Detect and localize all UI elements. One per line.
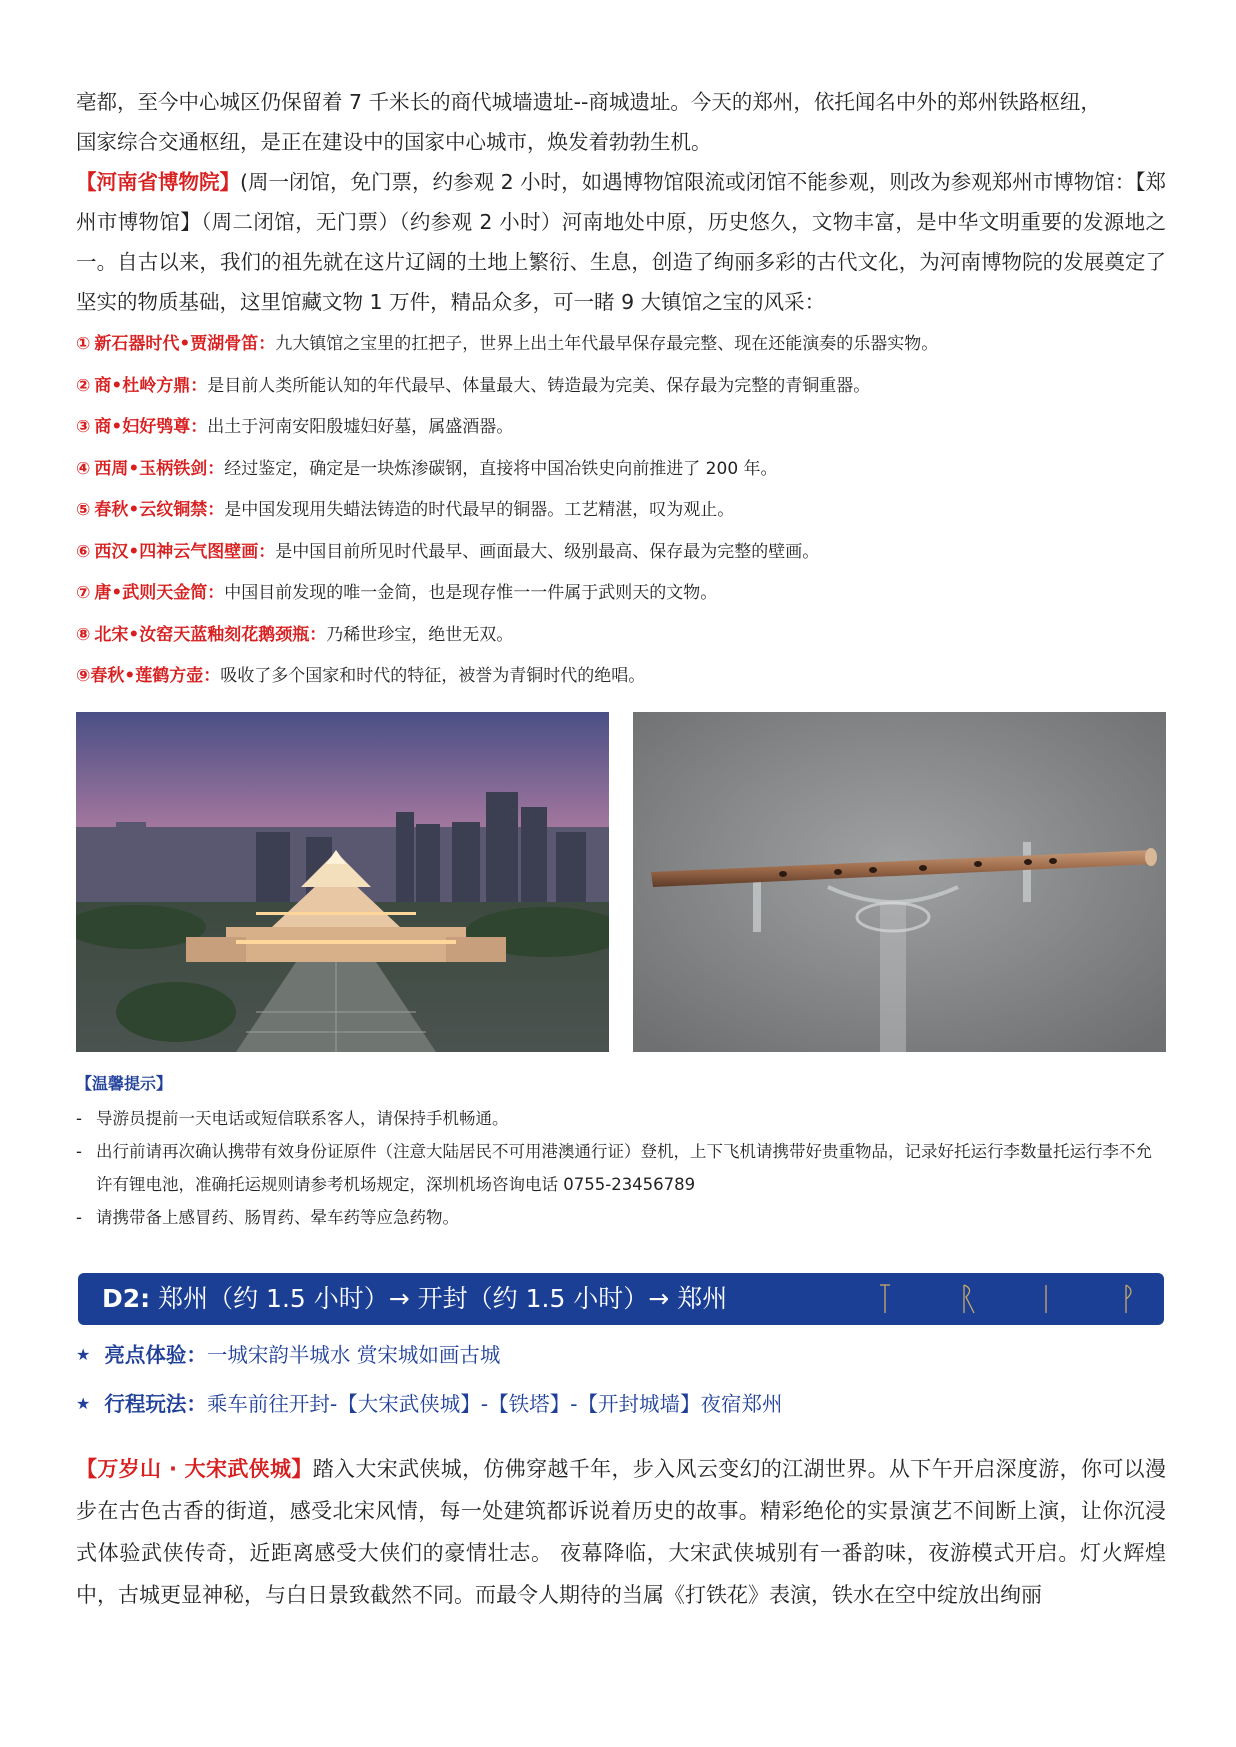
- list-item: ① 新石器时代•贾湖骨笛：九大镇馆之宝里的扛把子，世界上出土年代最早保存最完整、现在还能演奏的乐器实物。: [76, 334, 939, 354]
- wusong-text: 踏入大宋武侠城，仿佛穿越千年，步入风云变幻的江湖世界。从下午开启深度游，你可以漫步在古色古香的街道，感受北宋风情，每一处建筑都诉说着历史的故事。精彩绝伦的实景演艺不间断上演，让你沉浸式体验武侠传奇，近距离感受大侠们的豪情壮志。 夜幕降临，大宋武侠城别有一番韵味，夜游模式开启。灯火辉煌中，古城更显神秘，与白日景致截然不同。而最令人期待的当属《打铁花》表演，铁水在空中绽放出绚丽: [76, 1457, 1166, 1607]
- museum-paragraph: [76, 162, 1166, 322]
- intro-line-1: 亳都，至今中心城区仍保留着 7 千米长的商代城墙遗址--商城遗址。今天的郑州，依托闻名中外的郑州铁路枢纽，: [76, 90, 1101, 114]
- plan-text: 乘车前往开封-【大宋武侠城】-【铁塔】-【开封城墙】夜宿郑州: [206, 1392, 783, 1416]
- bone-flute-photo: [633, 712, 1166, 1052]
- highlight-text: 一城宋韵半城水 赏宋城如画古城: [206, 1343, 501, 1367]
- list-item: - 导游员提前一天电话或短信联系客人，请保持手机畅通。: [76, 1109, 509, 1128]
- star-icon: ★: [76, 1345, 91, 1364]
- list-item: ⑨春秋•莲鹤方壶：吸收了多个国家和时代的特征，被誉为青铜时代的绝唱。: [76, 666, 646, 686]
- highlight-label: 亮点体验：: [104, 1343, 207, 1367]
- intro-section: [76, 82, 1166, 698]
- list-item: ⑤ 春秋•云纹铜禁：是中国发现用失蜡法铸造的时代最早的铜器。工艺精湛，叹为观止。: [76, 500, 735, 520]
- plan-row: [76, 1384, 783, 1424]
- wusong-title: 【万岁山 · 大宋武侠城】: [76, 1457, 313, 1481]
- tips-title: 【温馨提示】: [76, 1074, 173, 1093]
- tips-section: [76, 1066, 1166, 1234]
- list-item: ⑦ 唐•武则天金简：中国目前发现的唯一金简，也是现存惟一一件属于武则天的文物。: [76, 583, 718, 603]
- list-item: - 出行前请再次确认携带有效身份证原件（注意大陆居民不可用港澳通行证）登机，上下飞机请携带好贵重物品，记录好托运行李数量托运行李不允许有锂电池，准确托运规则请参考机场规定，深圳机场咨询电话 0755-23456789: [76, 1142, 1152, 1194]
- list-item: ④ 西周•玉柄铁剑：经过鉴定，确定是一块炼渗碳钢，直接将中国冶铁史向前推进了 200 年。: [76, 458, 778, 479]
- museum-title: 【河南省博物院】: [76, 170, 241, 194]
- plan-label: 行程玩法：: [104, 1392, 207, 1416]
- wusong-paragraph: [76, 1448, 1166, 1616]
- photo-row: [76, 712, 1166, 1052]
- route-text: 郑州（约 1.5 小时）→ 开封（约 1.5 小时）→ 郑州: [158, 1284, 728, 1313]
- intro-paragraph: [76, 82, 1166, 162]
- list-item: ⑥ 西汉•四神云气图壁画：是中国目前所见时代最早、画面最大、级别最高、保存最为完整的壁画。: [76, 541, 820, 562]
- museum-text: (周一闭馆，免门票，约参观 2 小时，如遇博物馆限流或闭馆不能参观，则改为参观郑州市博物馆：【郑州市博物馆】（周二闭馆，无门票）（约参观 2 小时）河南地处中原，历史悠久，文物丰富，是中华文明重要的发源地之一。自古以来，我们的祖先就在这片辽阔的土地上繁衍、生息，创造了绚丽多彩的古代文化，为河南博物院的发展奠定了坚实的物质基础，这里馆藏文物 1 万件，精品众多，可一睹 9 大镇馆之宝的风采：: [76, 170, 1166, 314]
- day-label: D2:: [102, 1284, 151, 1313]
- star-icon: ★: [76, 1394, 91, 1413]
- list-item: - 请携带备上感冒药、肠胃药、晕车药等应急药物。: [76, 1208, 459, 1227]
- museum-photo: [76, 712, 609, 1052]
- day2-banner: [78, 1273, 1164, 1325]
- treasure-list: [76, 324, 1166, 698]
- intro-line-2: 国家综合交通枢纽，是正在建设中的国家中心城市，焕发着勃勃生机。: [76, 130, 712, 154]
- wusong-section: [76, 1448, 1166, 1616]
- trip-logo: [878, 1281, 1148, 1317]
- highlight-row: [76, 1335, 500, 1375]
- list-item: ⑧ 北宋•汝窑天蓝釉刻花鹅颈瓶：乃稀世珍宝，绝世无双。: [76, 624, 514, 645]
- list-item: ③ 商•妇好鸮尊：出土于河南安阳殷墟妇好墓，属盛酒器。: [76, 417, 514, 437]
- list-item: ② 商•杜岭方鼎：是目前人类所能认知的年代最早、体量最大、铸造最为完美、保存最为完整的青铜重器。: [76, 375, 871, 396]
